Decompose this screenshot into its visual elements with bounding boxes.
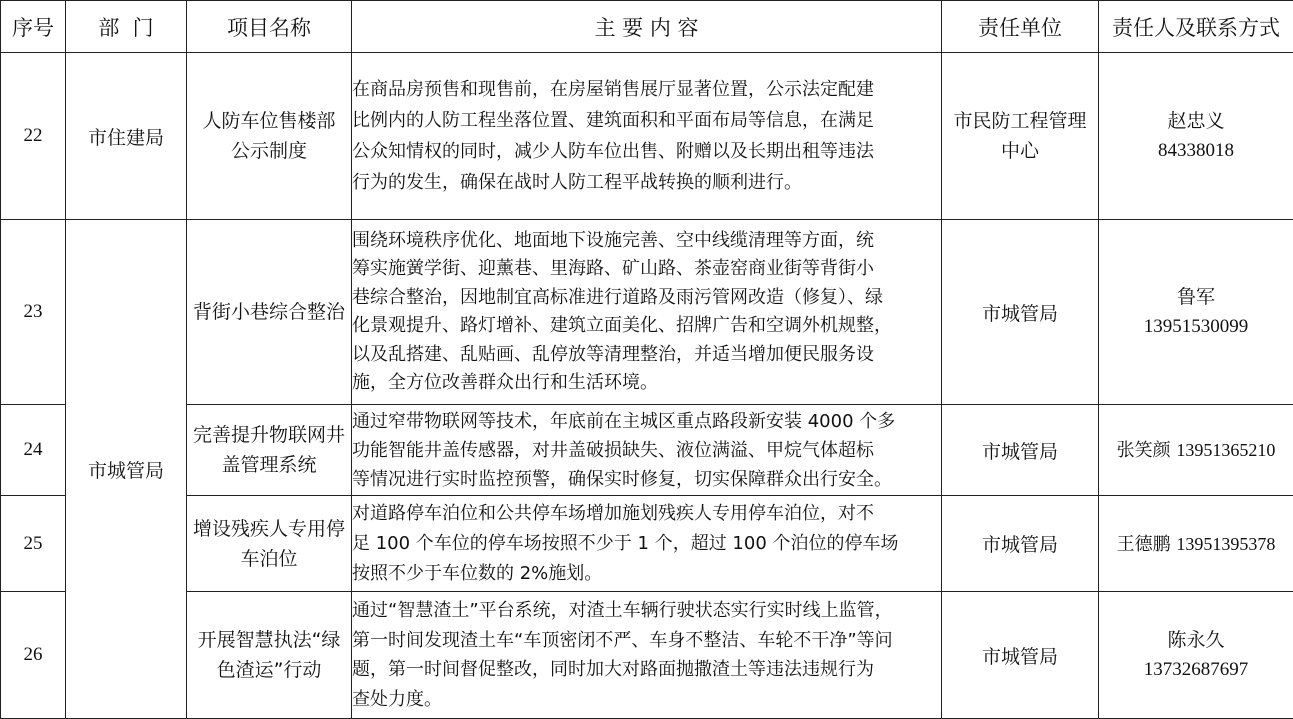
unit-line: 市民防工程管理: [942, 106, 1098, 136]
project-name-line: 人防车位售楼部: [187, 106, 351, 136]
table-row: [1, 592, 1293, 719]
header-main-content: 主 要 内 容: [352, 1, 942, 53]
contact-cell: [1099, 496, 1293, 592]
content-line: 巷综合整治，因地制宜高标准进行道路及雨污管网改造（修复）、绿: [352, 284, 941, 313]
content-line: 功能智能井盖传感器，对井盖破损缺失、液位满溢、甲烷气体超标: [352, 436, 941, 465]
main-content-cell: [352, 496, 942, 592]
project-name-cell: [187, 220, 352, 405]
table-row: [1, 220, 1293, 405]
person-phone: 13951365210: [1176, 440, 1275, 460]
inline-contact: [1117, 440, 1276, 461]
row-number: 26: [1, 592, 66, 719]
row-number: 23: [1, 220, 66, 405]
content-line: 施，全方位改善群众出行和生活环境。: [352, 369, 941, 398]
contact-cell: [1099, 53, 1293, 220]
content-line: 筹实施黉学街、迎薰巷、里海路、矿山路、茶壶窑商业街等背街小: [352, 255, 941, 284]
responsible-unit-cell: 市城管局: [942, 592, 1099, 719]
responsible-unit-cell: 市城管局: [942, 405, 1099, 496]
table-row: [1, 496, 1293, 592]
main-content-cell: [352, 220, 942, 405]
person-phone: 13951530099: [1099, 312, 1293, 342]
main-content-cell: [352, 53, 942, 220]
person-phone: 13951395378: [1176, 534, 1275, 554]
header-department: 部 门: [66, 1, 187, 53]
contact-cell: [1099, 220, 1293, 405]
department-cell: 市住建局: [66, 53, 187, 220]
project-name-cell: [187, 53, 352, 220]
person-name: 赵忠义: [1099, 106, 1293, 136]
person-phone: 84338018: [1099, 136, 1293, 166]
content-line: 以及乱搭建、乱贴画、乱停放等清理整治，并适当增加便民服务设: [352, 341, 941, 370]
person-name: 王德鹏: [1117, 534, 1171, 555]
header-contact: 责任人及联系方式: [1099, 1, 1293, 53]
project-name-line: 开展智慧执法“绿: [187, 625, 351, 655]
person-name: 鲁军: [1099, 282, 1293, 312]
row-number: 22: [1, 53, 66, 220]
project-name-line: 色渣运”行动: [187, 655, 351, 685]
table-row: [1, 53, 1293, 220]
row-number: 25: [1, 496, 66, 592]
project-name-line: 背街小巷综合整治: [187, 297, 351, 327]
content-line: 化景观提升、路灯增补、建筑立面美化、招牌广告和空调外机规整，: [352, 312, 941, 341]
responsible-unit-cell: 市城管局: [942, 220, 1099, 405]
content-line: 公众知情权的同时，减少人防车位出售、附赠以及长期出租等违法: [352, 136, 941, 167]
person-phone: 13732687697: [1099, 655, 1293, 685]
content-line: 查处力度。: [352, 685, 941, 715]
project-name-cell: [187, 405, 352, 496]
content-line: 题，第一时间督促整改，同时加大对路面抛撒渣土等违法违规行为: [352, 655, 941, 685]
department-cell: 市城管局: [66, 220, 187, 719]
content-line: 通过“智慧渣土”平台系统，对渣土车辆行驶状态实行实时线上监管，: [352, 596, 941, 626]
content-line: 行为的发生，确保在战时人防工程平战转换的顺利进行。: [352, 167, 941, 198]
content-line: 通过窄带物联网等技术，年底前在主城区重点路段新安装 4000 个多: [352, 407, 941, 436]
table-row: [1, 405, 1293, 496]
project-name-cell: [187, 592, 352, 719]
project-name-line: 车泊位: [187, 544, 351, 574]
unit-line: 中心: [942, 136, 1098, 166]
row-number: 24: [1, 405, 66, 496]
responsible-unit-cell: [942, 53, 1099, 220]
project-name-line: 公示制度: [187, 136, 351, 166]
project-name-line: 增设残疾人专用停: [187, 514, 351, 544]
contact-cell: [1099, 592, 1293, 719]
person-name: 陈永久: [1099, 625, 1293, 655]
main-content-cell: [352, 592, 942, 719]
project-name-cell: [187, 496, 352, 592]
content-line: 对道路停车泊位和公共停车场增加施划残疾人专用停车泊位，对不: [352, 499, 941, 529]
header-project-name: 项目名称: [187, 1, 352, 53]
content-line: 围绕环境秩序优化、地面地下设施完善、空中线缆清理等方面，统: [352, 227, 941, 256]
responsible-unit-cell: 市城管局: [942, 496, 1099, 592]
content-line: 等情况进行实时监控预警，确保实时修复，切实保障群众出行安全。: [352, 465, 941, 494]
content-line: 比例内的人防工程坐落位置、建筑面积和平面布局等信息，在满足: [352, 105, 941, 136]
content-line: 在商品房预售和现售前，在房屋销售展厅显著位置，公示法定配建: [352, 74, 941, 105]
inline-contact: [1117, 534, 1276, 555]
content-line: 第一时间发现渣土车“车顶密闭不严、车身不整洁、车轮不干净”等问: [352, 626, 941, 656]
person-name: 张笑颜: [1117, 440, 1171, 461]
header-responsible-unit: 责任单位: [942, 1, 1099, 53]
contact-cell: [1099, 405, 1293, 496]
main-content-cell: [352, 405, 942, 496]
project-name-line: 完善提升物联网井: [187, 420, 351, 450]
content-line: 足 100 个车位的停车场按照不少于 1 个，超过 100 个泊位的停车场: [352, 529, 941, 559]
header-serial: 序号: [1, 1, 66, 53]
content-line: 按照不少于车位数的 2%施划。: [352, 559, 941, 589]
header-row: [1, 1, 1293, 53]
project-name-line: 盖管理系统: [187, 450, 351, 480]
